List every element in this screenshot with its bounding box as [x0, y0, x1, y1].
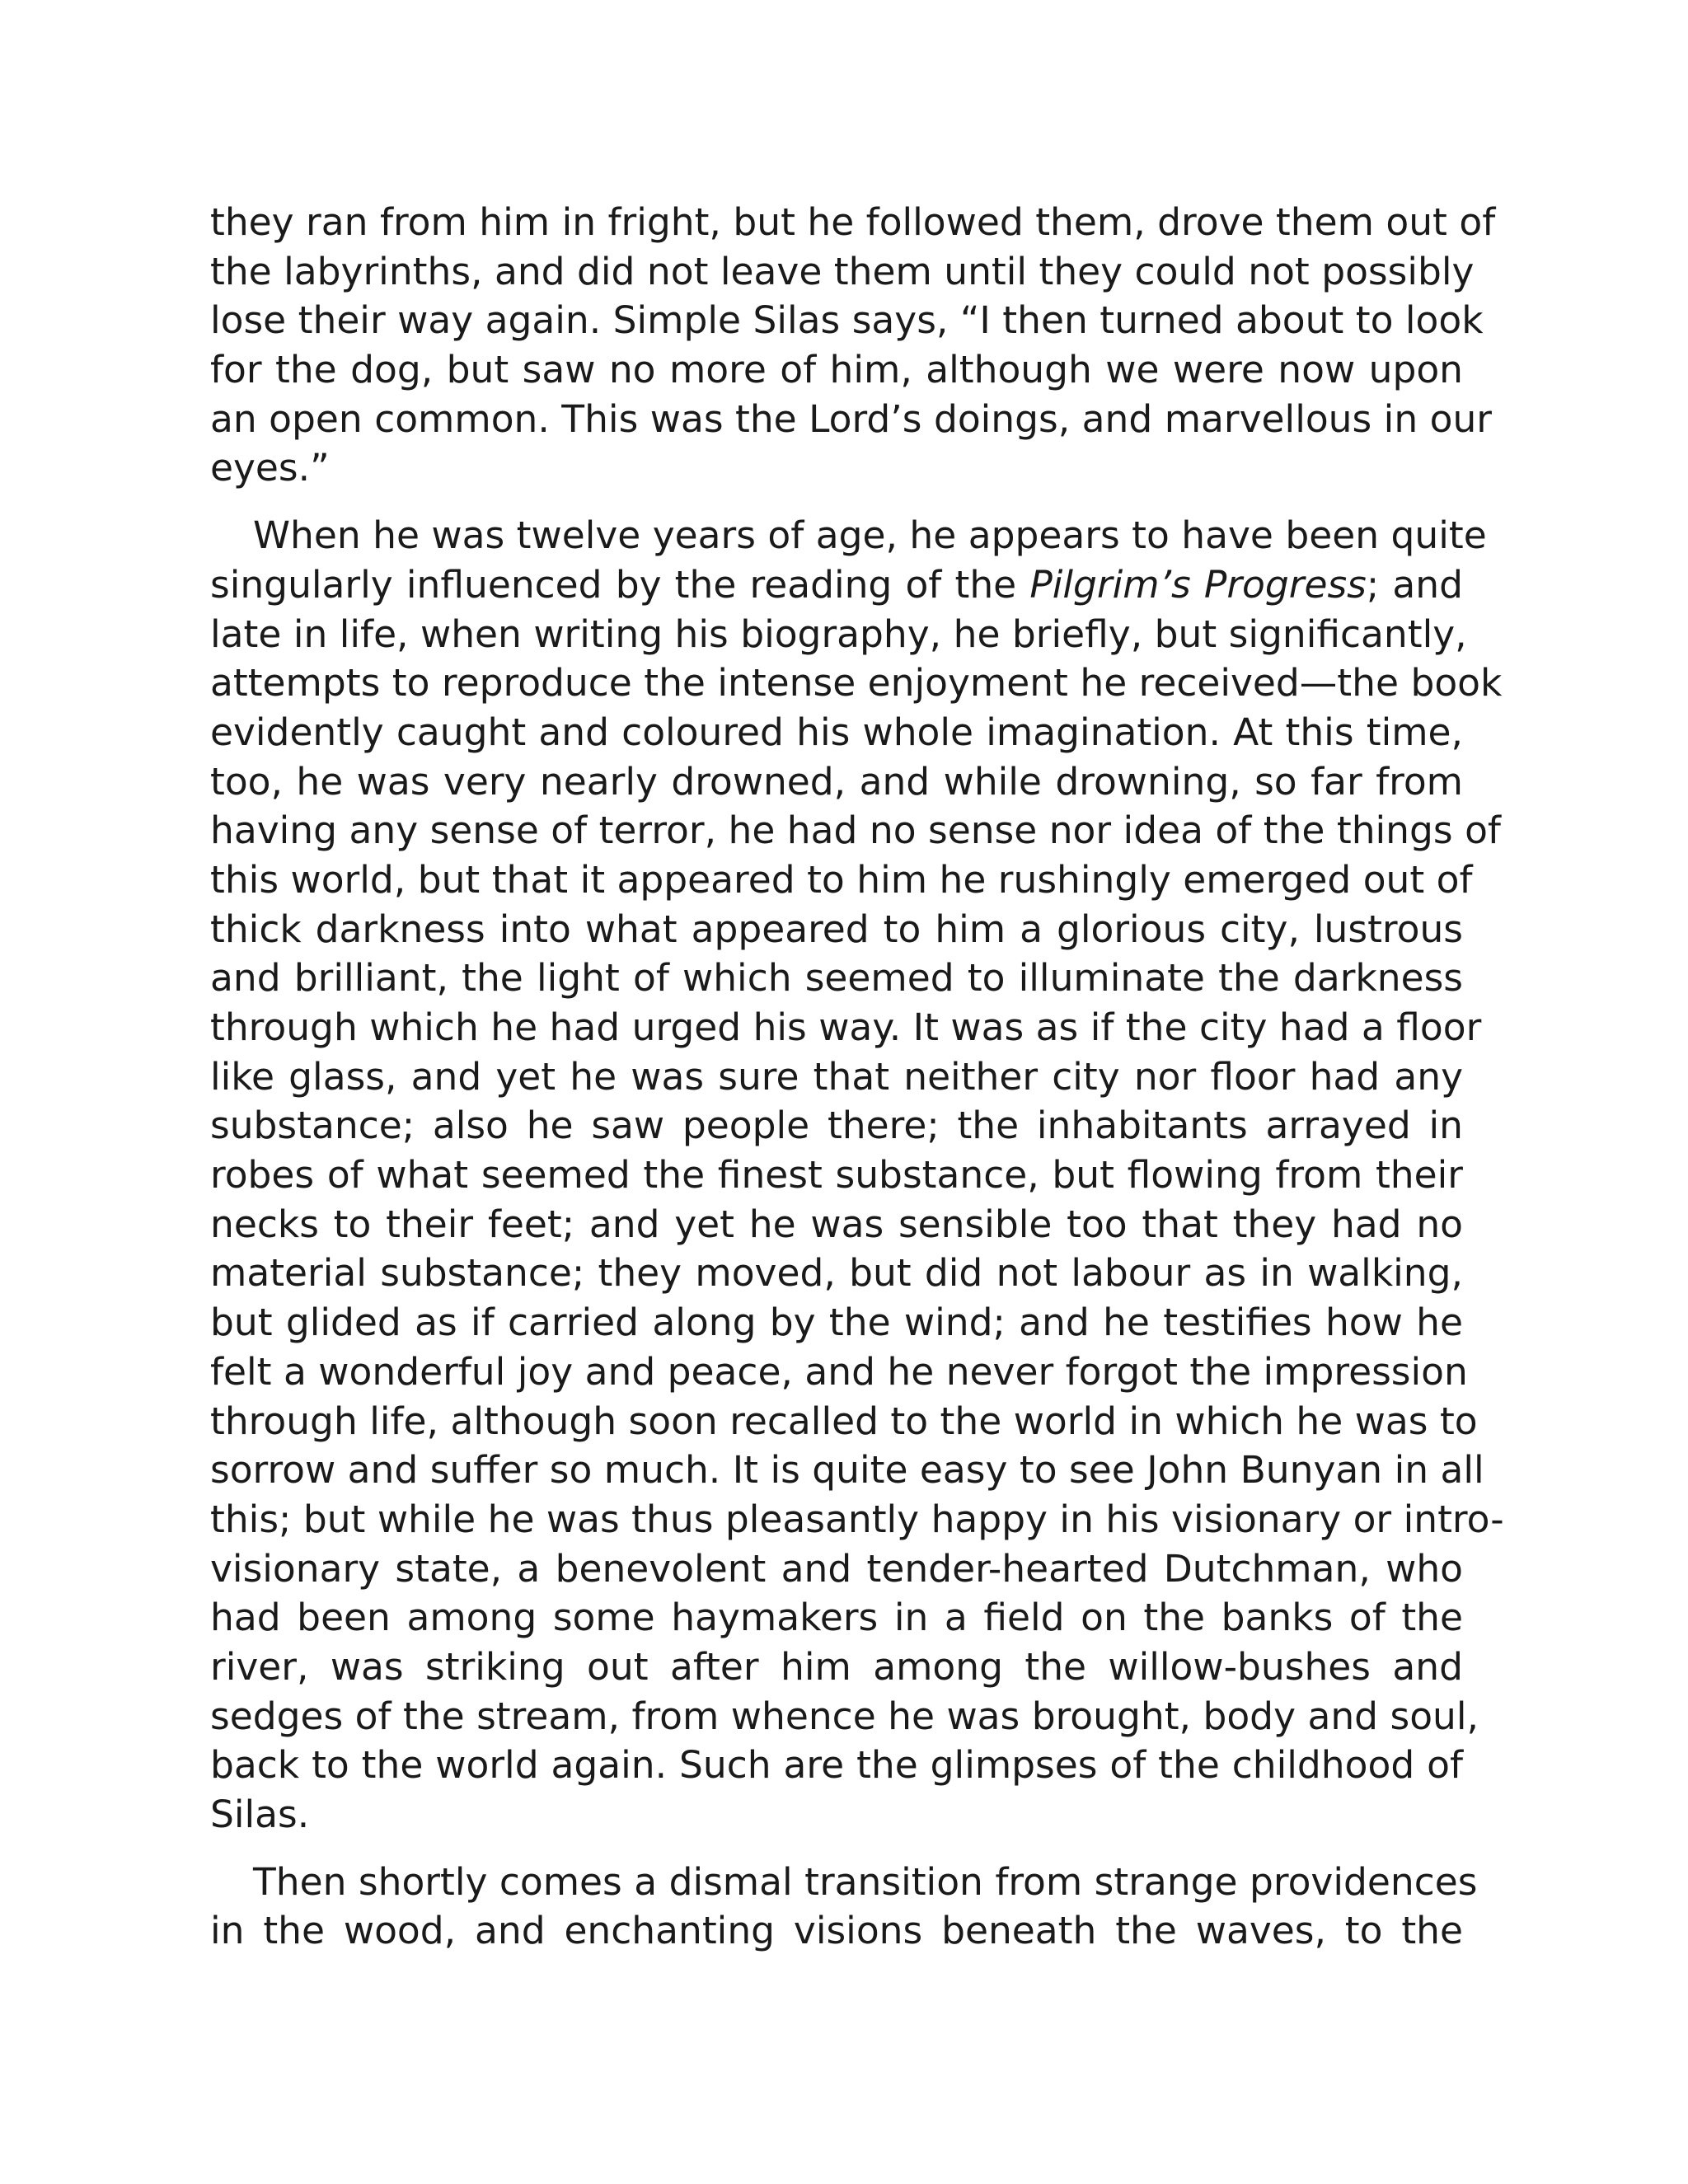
text-line: eyes.”: [210, 446, 330, 490]
text-line: river, was striking out after him among the willow-bushes and: [210, 1644, 1463, 1689]
text-line: evidently caught and coloured his whole imagination. At this time,: [210, 710, 1463, 754]
text-line: in the wood, and enchanting visions beneath the waves, to the: [210, 1909, 1463, 1953]
text-line: this; but while he was thus pleasantly happy in his visionary or intro-: [210, 1497, 1504, 1541]
text-line: back to the world again. Such are the glimpses of the childhood of: [210, 1743, 1463, 1788]
text-line: attempts to reproduce the intense enjoyment he received—the book: [210, 661, 1503, 705]
text-line: the labyrinths, and did not leave them until they could not possibly: [210, 249, 1475, 293]
text-line-with-book-title: [210, 560, 1463, 610]
text-line: thick darkness into what appeared to him a glorious city, lustrous: [210, 907, 1463, 951]
text-line: having any sense of terror, he had no sense nor idea of the things of: [210, 808, 1501, 853]
text-line: had been among some haymakers in a field on the banks of the: [210, 1596, 1463, 1640]
text-line: but glided as if carried along by the wind; and he testifies how he: [210, 1301, 1463, 1345]
text-line: robes of what seemed the finest substance, but flowing from their: [210, 1153, 1463, 1197]
text-line: they ran from him in fright, but he followed them, drove them out of: [210, 200, 1496, 244]
page-body: [210, 198, 1504, 1956]
text-line: sorrow and suffer so much. It is quite easy to see John Bunyan in all: [210, 1448, 1484, 1493]
paragraph-2: [210, 511, 1504, 1840]
text-line: material substance; they moved, but did not labour as in walking,: [210, 1251, 1463, 1296]
text-line: visionary state, a benevolent and tender-hearted Dutchman, who: [210, 1546, 1463, 1591]
text-line: late in life, when writing his biography, he briefly, but significantly,: [210, 612, 1467, 656]
paragraph-3: [210, 1858, 1478, 1956]
text-line: felt a wonderful joy and peace, and he never forgot the impression: [210, 1349, 1468, 1394]
text-line: When he was twelve years of age, he appears to have been quite: [253, 513, 1487, 558]
text-segment: singularly influenced by the reading of the: [210, 562, 1030, 607]
text-line: lose their way again. Simple Silas says, “I then turned about to look: [210, 298, 1484, 343]
text-line: sedges of the stream, from whence he was brought, body and soul,: [210, 1694, 1479, 1738]
text-line: Then shortly comes a dismal transition from strange providences: [253, 1859, 1478, 1904]
book-title: Pilgrim’s Progress: [1029, 562, 1367, 607]
paragraph-1: [210, 198, 1496, 493]
text-line: substance; also he saw people there; the inhabitants arrayed in: [210, 1104, 1463, 1148]
text-line: an open common. This was the Lord’s doings, and marvellous in our: [210, 396, 1492, 441]
text-line: for the dog, but saw no more of him, although we were now upon: [210, 348, 1463, 392]
text-line: and brilliant, the light of which seemed to illuminate the darkness: [210, 956, 1463, 1001]
text-segment: ; and: [1366, 562, 1463, 607]
text-line: through life, although soon recalled to the world in which he was to: [210, 1399, 1478, 1443]
text-line: this world, but that it appeared to him he rushingly emerged out of: [210, 857, 1473, 902]
text-line: necks to their feet; and yet he was sensible too that they had no: [210, 1202, 1463, 1246]
text-line: Silas.: [210, 1793, 310, 1836]
text-line: too, he was very nearly drowned, and while drowning, so far from: [210, 759, 1463, 804]
text-line: like glass, and yet he was sure that neither city nor floor had any: [210, 1054, 1463, 1099]
text-line: through which he had urged his way. It was as if the city had a floor: [210, 1005, 1482, 1049]
